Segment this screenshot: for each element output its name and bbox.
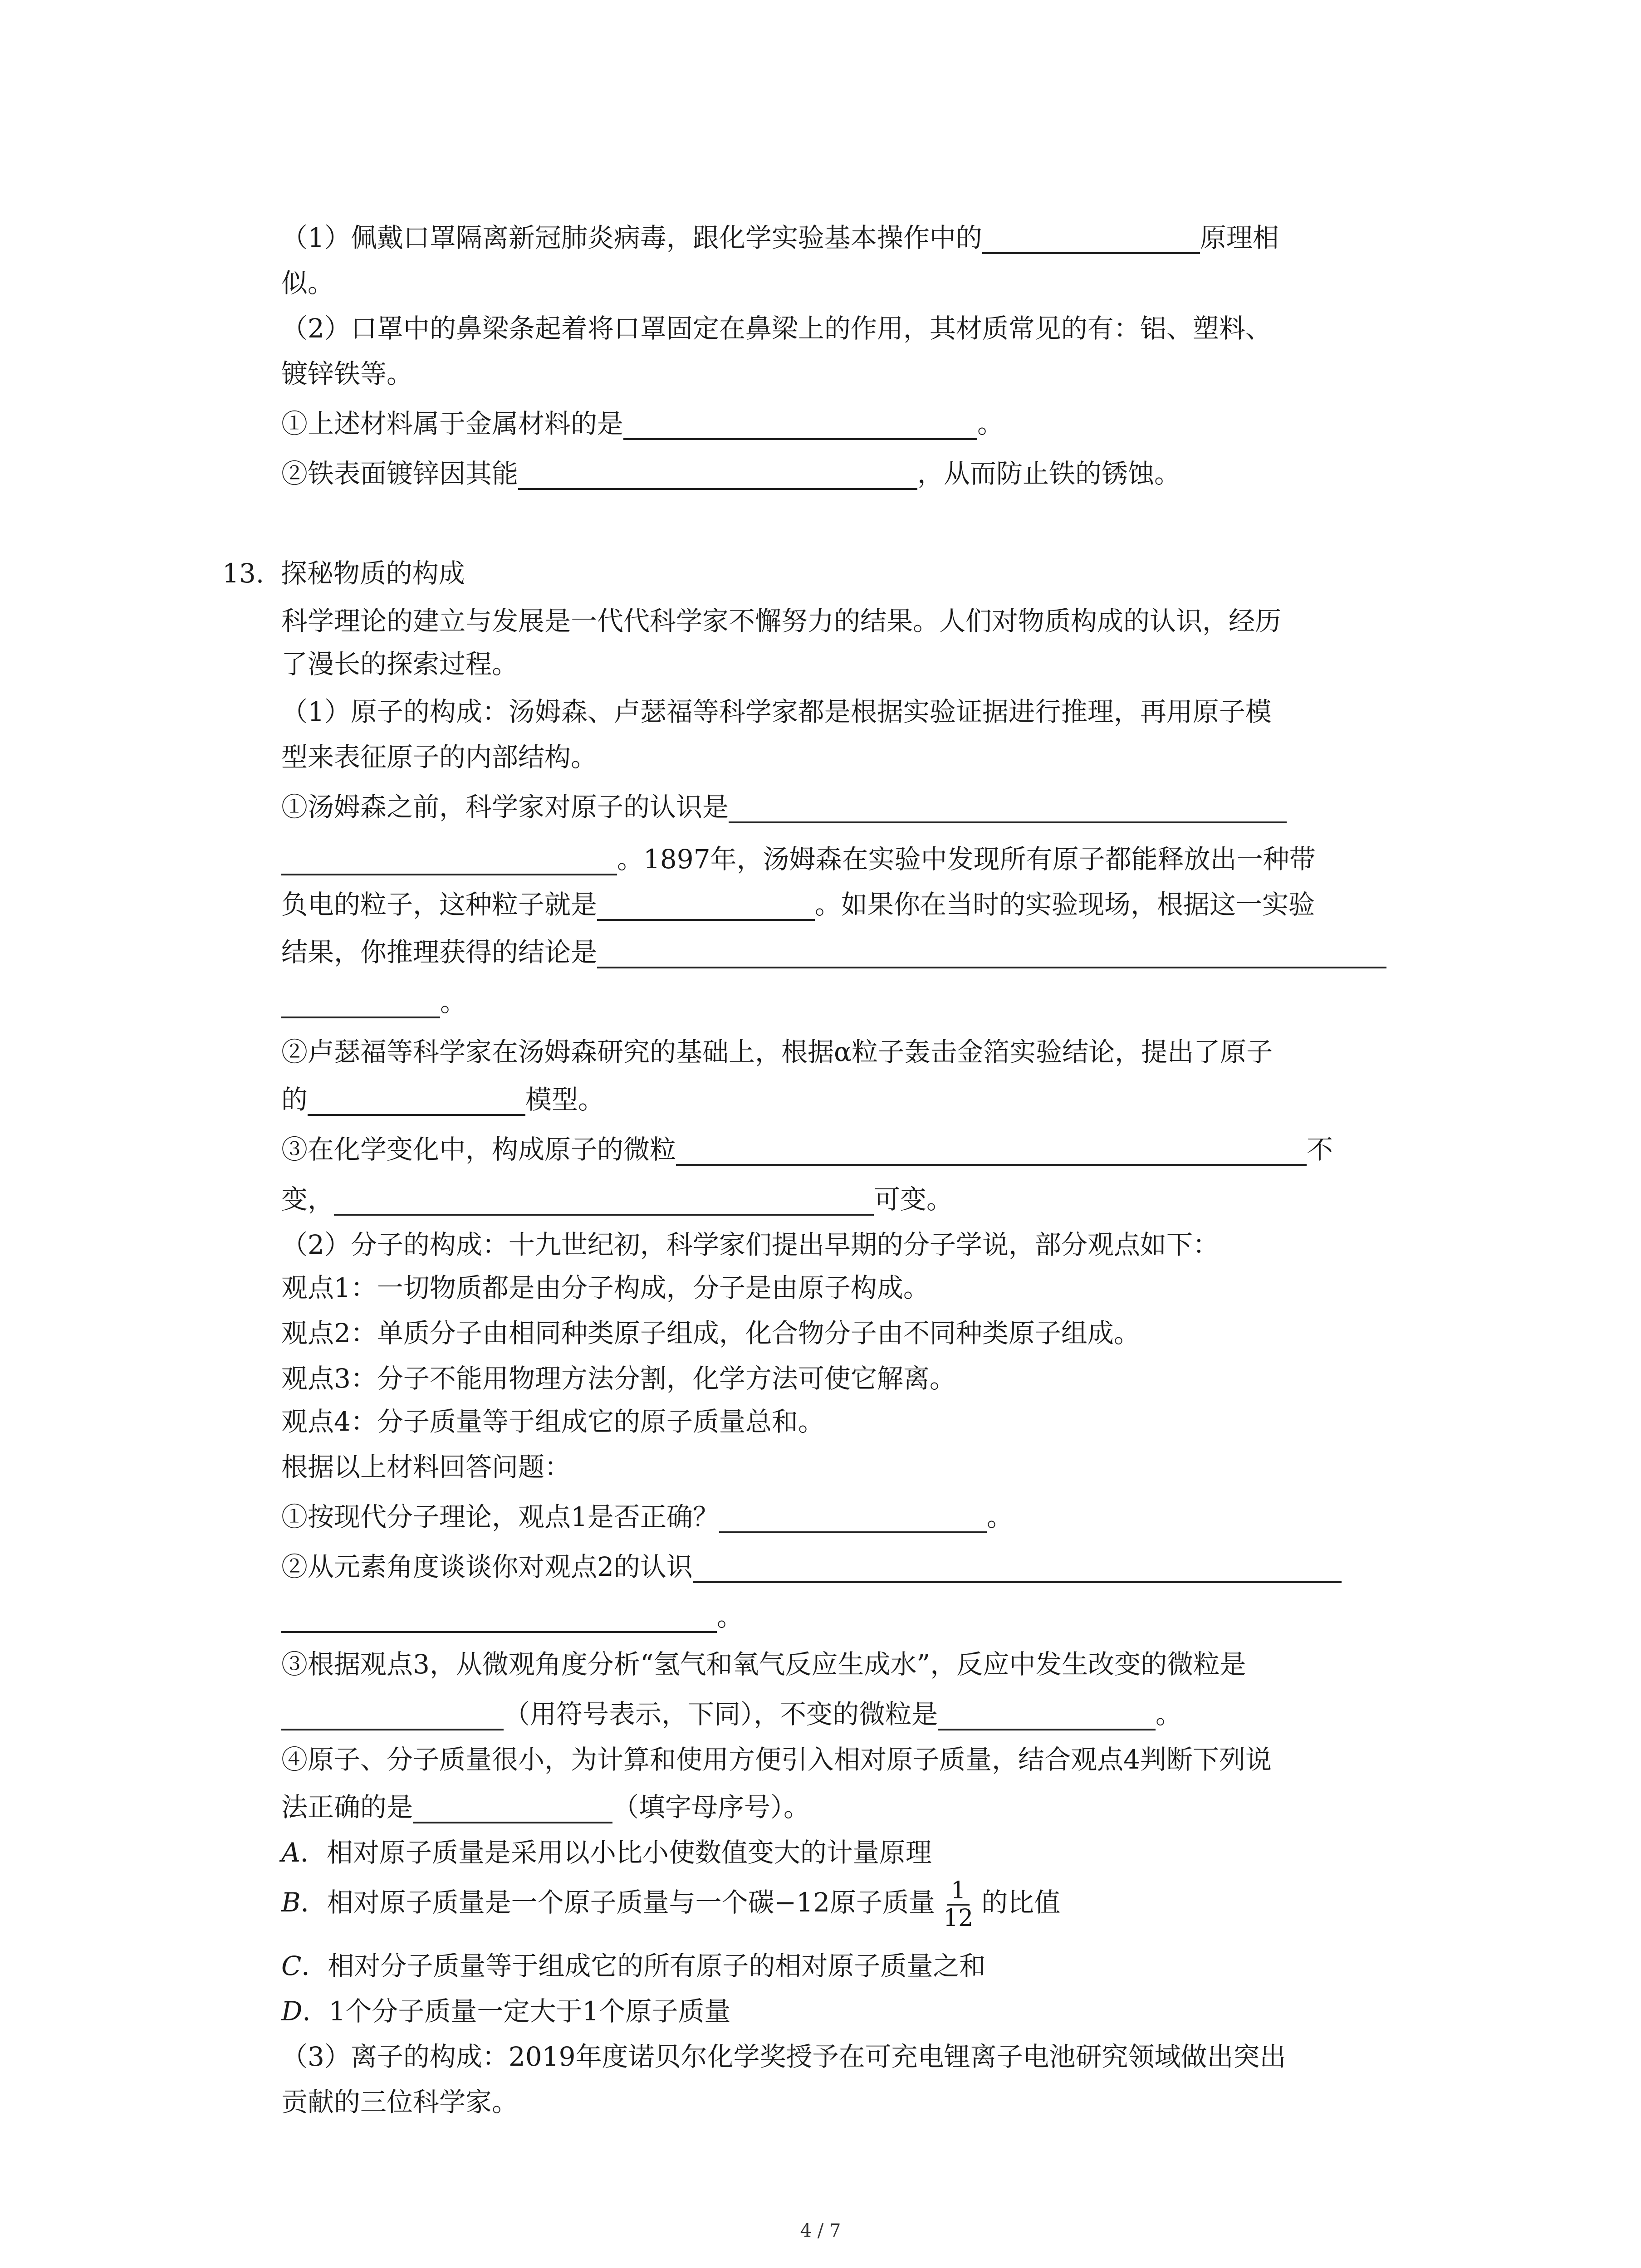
answer-blank[interactable] bbox=[623, 414, 977, 440]
q13-part1-text: （1）原子的构成：汤姆森、卢瑟福等科学家都是根据实验证据进行推理，再用原子模 bbox=[281, 696, 1272, 727]
q13-p1-sub3-text-d: 可变。 bbox=[874, 1184, 953, 1215]
q12-part1-line2 bbox=[281, 268, 334, 299]
q13-p1-sub1-line2 bbox=[281, 844, 1316, 875]
q13-view2 bbox=[281, 1318, 1140, 1349]
q13-p2-sub3-line1 bbox=[281, 1649, 1246, 1681]
q13-p2-sub3-line2 bbox=[281, 1699, 1182, 1730]
q13-intro-line1 bbox=[281, 606, 1281, 637]
q12-part2-text-end: 镀锌铁等。 bbox=[281, 358, 413, 389]
fraction-denominator: 12 bbox=[943, 1905, 974, 1932]
option-text: ．相对原子质量是采用以小比小使数值变大的计量原理 bbox=[300, 1837, 932, 1868]
q12-part2-text: （2）口罩中的鼻梁条起着将口罩固定在鼻梁上的作用，其材质常见的有：铝、塑料、 bbox=[281, 313, 1272, 344]
answer-blank[interactable] bbox=[308, 1090, 525, 1116]
q13-p1-sub2-text: ②卢瑟福等科学家在汤姆森研究的基础上，根据α粒子轰击金箔实验结论，提出了原子 bbox=[281, 1036, 1273, 1067]
q12-part2-line2 bbox=[281, 358, 413, 390]
q13-p2-sub1 bbox=[281, 1501, 1013, 1533]
q12-part1-text-tail: 原理相 bbox=[1200, 222, 1279, 253]
q13-view1 bbox=[281, 1272, 930, 1304]
q12-part1-text-end: 似。 bbox=[281, 268, 334, 298]
q13-p2-sub2-tail: 。 bbox=[717, 1601, 744, 1632]
option-letter: C bbox=[281, 1950, 302, 1981]
answer-blank[interactable] bbox=[413, 1797, 612, 1823]
question-title: 探秘物质的构成 bbox=[280, 558, 465, 589]
q13-p2-sub1-tail: 。 bbox=[986, 1501, 1013, 1532]
q13-heading bbox=[222, 558, 465, 590]
q13-part1-line1 bbox=[281, 696, 1272, 728]
fraction-numerator: 1 bbox=[947, 1878, 970, 1906]
option-text: ．1个分子质量一定大于1个原子质量 bbox=[302, 1996, 731, 2027]
q13-p2-sub3-text-b: （用符号表示，下同），不变的微粒是 bbox=[504, 1699, 938, 1730]
answer-blank[interactable] bbox=[676, 1139, 1307, 1166]
page-number: 4 / 7 bbox=[800, 2220, 841, 2241]
option-c[interactable] bbox=[281, 1950, 985, 1982]
q13-p2-sub2-text: ②从元素角度谈谈你对观点2的认识 bbox=[281, 1551, 693, 1582]
q13-p1-sub1-text-e: 结果，你推理获得的结论是 bbox=[281, 937, 598, 968]
q13-part1-line2 bbox=[281, 742, 597, 773]
q13-p2-sub4-text-b: 法正确的是 bbox=[281, 1792, 413, 1823]
q13-p2-sub2-line2 bbox=[281, 1601, 743, 1633]
answer-blank[interactable] bbox=[281, 1607, 717, 1633]
q13-intro-text-end: 了漫长的探索过程。 bbox=[281, 649, 519, 679]
q13-view3 bbox=[281, 1363, 956, 1395]
q13-intro-text: 科学理论的建立与发展是一代代科学家不懈努力的结果。人们对物质构成的认识，经历 bbox=[281, 606, 1282, 636]
answer-blank[interactable] bbox=[281, 1704, 504, 1730]
answer-blank[interactable] bbox=[938, 1704, 1156, 1730]
q13-p1-sub3-line2 bbox=[281, 1184, 953, 1216]
option-text-tail: 的比值 bbox=[981, 1887, 1061, 1918]
answer-prompt-text: 根据以上材料回答问题： bbox=[281, 1452, 571, 1482]
option-b[interactable] bbox=[281, 1878, 1060, 1931]
q12-sub2-text: ②铁表面镀锌因其能 bbox=[281, 458, 519, 489]
answer-blank[interactable] bbox=[597, 942, 1386, 968]
question-number: 13. bbox=[222, 558, 265, 589]
q13-p1-sub3-text-c: 变， bbox=[281, 1184, 334, 1215]
q12-sub2-tail: ，从而防止铁的锈蚀。 bbox=[917, 458, 1181, 489]
q12-part1-text: （1）佩戴口罩隔离新冠肺炎病毒，跟化学实验基本操作中的 bbox=[281, 222, 982, 253]
q13-view4 bbox=[281, 1406, 824, 1438]
q13-p2-sub4-line2 bbox=[281, 1792, 810, 1823]
q13-p1-sub1-text: ①汤姆森之前，科学家对原子的认识是 bbox=[281, 792, 729, 822]
q13-intro-line2 bbox=[281, 649, 518, 680]
q13-p1-sub1-line1 bbox=[281, 792, 1287, 823]
answer-blank[interactable] bbox=[719, 1507, 987, 1533]
answer-blank[interactable] bbox=[729, 797, 1287, 823]
option-letter: B bbox=[281, 1887, 301, 1918]
q12-sub1-text: ①上述材料属于金属材料的是 bbox=[281, 408, 624, 439]
q13-p2-sub2-line1 bbox=[281, 1551, 1342, 1583]
answer-blank[interactable] bbox=[982, 228, 1200, 254]
fraction-one-twelfth bbox=[940, 1878, 977, 1931]
viewpoint-text: 观点1：一切物质都是由分子构成，分子是由原子构成。 bbox=[281, 1272, 930, 1303]
q13-p2-sub4-text-c: （填字母序号）。 bbox=[612, 1792, 810, 1823]
q13-part2-text: （2）分子的构成：十九世纪初，科学家们提出早期的分子学说，部分观点如下： bbox=[281, 1229, 1219, 1260]
q13-p2-sub1-text: ①按现代分子理论，观点1是否正确？ bbox=[281, 1501, 719, 1532]
q13-part2-line bbox=[281, 1229, 1219, 1261]
q13-part3-line1 bbox=[281, 2041, 1286, 2073]
q13-p1-sub2-text-b: 的 bbox=[281, 1084, 308, 1115]
q13-p1-sub2-line2 bbox=[281, 1084, 604, 1116]
q12-sub2 bbox=[281, 458, 1181, 490]
q12-part2-line1 bbox=[281, 313, 1272, 345]
answer-blank[interactable] bbox=[334, 1189, 874, 1216]
q13-part1-text-end: 型来表征原子的内部结构。 bbox=[281, 742, 598, 772]
q13-p1-sub1-text-f: 。 bbox=[440, 987, 467, 1017]
q13-p1-sub2-text-c: 模型。 bbox=[525, 1084, 605, 1115]
q13-part3-text-end: 贡献的三位科学家。 bbox=[281, 2087, 519, 2117]
q13-p1-sub3-text: ③在化学变化中，构成原子的微粒 bbox=[281, 1134, 676, 1165]
q13-p2-sub3-text: ③根据观点3，从微观角度分析“氢气和氧气反应生成水”，反应中发生改变的微粒是 bbox=[281, 1649, 1246, 1680]
option-d[interactable] bbox=[281, 1996, 730, 2028]
q13-p2-sub3-text-c: 。 bbox=[1156, 1699, 1182, 1730]
option-letter: D bbox=[281, 1996, 303, 2027]
q13-part3-line2 bbox=[281, 2087, 518, 2118]
q13-p1-sub3-text-b: 不 bbox=[1307, 1134, 1333, 1165]
q13-p1-sub1-line5 bbox=[281, 987, 466, 1018]
q13-answer-prompt bbox=[281, 1452, 571, 1483]
q13-p1-sub1-text-c: 负电的粒子，这种粒子就是 bbox=[281, 889, 598, 920]
answer-blank[interactable] bbox=[518, 464, 917, 490]
q13-p1-sub1-line4 bbox=[281, 937, 1386, 968]
viewpoint-text: 观点4：分子质量等于组成它的原子质量总和。 bbox=[281, 1406, 824, 1437]
option-a[interactable] bbox=[281, 1837, 932, 1869]
q12-part1-line1 bbox=[281, 222, 1279, 254]
q13-p1-sub2-line1 bbox=[281, 1036, 1273, 1068]
viewpoint-text: 观点3：分子不能用物理方法分割，化学方法可使它解离。 bbox=[281, 1363, 956, 1394]
answer-blank[interactable] bbox=[597, 894, 815, 921]
option-text: ．相对分子质量等于组成它的所有原子的相对原子质量之和 bbox=[301, 1950, 986, 1981]
answer-blank[interactable] bbox=[693, 1557, 1342, 1583]
q13-p1-sub1-text-b: 。1897年，汤姆森在实验中发现所有原子都能释放出一种带 bbox=[617, 844, 1316, 875]
q13-p1-sub3-line1 bbox=[281, 1134, 1333, 1166]
viewpoint-text: 观点2：单质分子由相同种类原子组成，化合物分子由不同种类原子组成。 bbox=[281, 1318, 1140, 1349]
option-letter: A bbox=[281, 1837, 300, 1868]
q12-sub1 bbox=[281, 408, 1004, 440]
q13-part3-text: （3）离子的构成：2019年度诺贝尔化学奖授予在可充电锂离子电池研究领域做出突出 bbox=[281, 2041, 1286, 2072]
q12-sub1-tail: 。 bbox=[977, 408, 1004, 439]
q13-p2-sub4-text: ④原子、分子质量很小，为计算和使用方便引入相对原子质量，结合观点4判断下列说 bbox=[281, 1744, 1272, 1775]
q13-p1-sub1-text-d: 。如果你在当时的实验现场，根据这一实验 bbox=[815, 889, 1315, 920]
q13-p1-sub1-line3 bbox=[281, 889, 1315, 921]
answer-blank[interactable] bbox=[281, 849, 617, 875]
option-text: ．相对原子质量是一个原子质量与一个碳−12原子质量 bbox=[300, 1887, 936, 1918]
answer-blank[interactable] bbox=[281, 992, 440, 1018]
q13-p2-sub4-line1 bbox=[281, 1744, 1272, 1776]
